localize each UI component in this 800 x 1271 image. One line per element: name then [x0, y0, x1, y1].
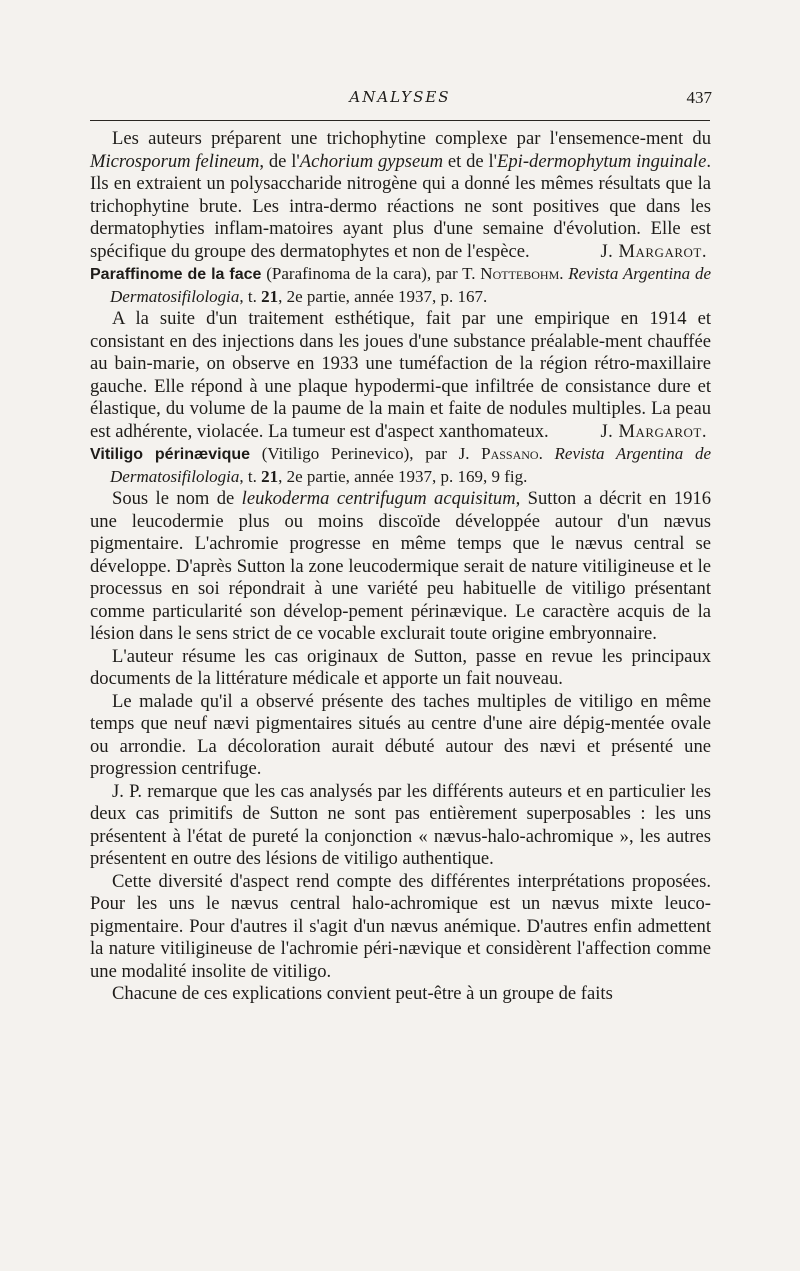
paragraph	[90, 308, 711, 443]
signature: J. Margarot.	[600, 240, 707, 262]
signature: J. Margarot.	[600, 420, 707, 442]
reference-text: , 2e partie, année 1937, p. 169, 9 fig.	[278, 467, 528, 486]
paragraph: J. P. remarque que les cas analysés par les différents auteurs et en particulier les deux cas primitifs de Sutton ne sont pas entièrement superposables : les uns présentent à l'état de pureté la conjonction « nævus-halo-achromique », les autres présentent en outre des lésions de vitiligo authentique.	[90, 780, 711, 869]
article-subtitle: (Parafinoma de la cara), par T.	[261, 264, 481, 283]
paragraph: Le malade qu'il a observé présente des taches multiples de vitiligo en même temps que neuf nævi pigmentaires situés au centre d'une aire dépig-mentée ovale ou arrondie. La décoloration aurait débuté autour des nævi et présenté une progression centrifuge.	[90, 690, 711, 779]
article-author: Nottebohm	[480, 264, 560, 283]
paragraph: L'auteur résume les cas originaux de Sutton, passe en revue les principaux documents de la littérature médicale et apporte un fait nouveau.	[90, 645, 711, 689]
volume-number: 21	[261, 287, 279, 306]
text-span: Sous le nom de	[112, 488, 242, 509]
paragraph	[90, 488, 711, 646]
page-number: 437	[686, 88, 712, 107]
text-span: , Sutton a décrit en 1916 une leucodermie plus ou moins discoïde développée autour d'un nævus pigmentaire. L'achromie progresse en même temps que le nævus central se développe. D'après Sutton la zone leucodermique serait de nature vitiligineuse et le processus en soi répondrait à une variété peu habituelle de vitiligo présentant comme particularité son dévelop-pement périnævique. Le caractère acquis de la lésion dans le sens strict de ce vocable exclurait toute origine embryonnaire.	[90, 488, 711, 644]
running-head	[0, 88, 800, 112]
article-heading: Vitiligo périnævique (Vitiligo Perinevico), par J. Passano. Revista Argentina de Dermatosifilologia, t. 21, 2e partie, année 1937, p. 169, 9 fig.	[90, 444, 711, 486]
text-span: . Ils en extraient un polysaccharide nitrogène qui a donné les mêmes résultats que la trichophytine brute. Les intra-dermo réactions ne sont positives que dans les dermatophyties inflam-matoires ayant plus d'une semaine d'évolution. Elle est spécifique du groupe des dermatophytes et non de l'espèce.	[90, 150, 711, 262]
reference-text: , t.	[239, 287, 262, 306]
journal-name: Revista Argentina de Dermatosifilologia	[110, 264, 712, 306]
species-name: Epi-dermophytum inguinale	[497, 150, 707, 172]
species-name: Microsporum felineum	[90, 150, 260, 172]
reference-text: , t.	[239, 467, 262, 486]
running-title: ANALYSES	[349, 88, 451, 106]
article-author: Passano	[481, 444, 539, 463]
paragraph	[90, 128, 711, 263]
reference-text: , 2e partie, année 1937, p. 167.	[278, 287, 488, 306]
text-span: , de l'	[259, 150, 300, 172]
term-name: leukoderma centrifugum acquisitum	[241, 488, 516, 509]
volume-number: 21	[261, 467, 279, 486]
text-span: Les auteurs préparent une trichophytine complexe par l'ensemence-ment du	[112, 128, 711, 149]
body-text	[90, 128, 711, 1006]
paragraph: Chacune de ces explications convient peut-être à un groupe de faits	[112, 983, 613, 1004]
species-name: Achorium gypseum	[299, 150, 444, 172]
text-span: et de l'	[443, 150, 498, 172]
article-heading: Paraffinome de la face (Parafinoma de la cara), par T. Nottebohm. Revista Argentina de Dermatosifilologia, t. 21, 2e partie, année 1937, p. 167.	[90, 264, 712, 306]
paragraph: Cette diversité d'aspect rend compte des différentes interprétations proposées. Pour les uns le nævus central halo-achromique est un nævus mixte leuco-pigmentaire. Pour d'autres il s'agit d'un nævus anémique. D'autres enfin admettent la nature vitiligineuse de l'achromie péri-nævique et considèrent l'affection comme une modalité insolite de vitiligo.	[90, 870, 711, 982]
text-span: A la suite d'un traitement esthétique, fait par une empirique en 1914 et consistant en des injections dans les joues d'une substance préalable-ment chauffée au bain-marie, on observe en 1933 une tuméfaction de la région rétro-maxillaire gauche. Elle répond à une plaque hypodermi-que infiltrée de consistance dure et élastique, du volume de la paume de la main et faite de nodules multiples. La peau est adhérente, violacée. La tumeur est d'aspect xanthomateux.	[90, 308, 711, 442]
article-title: Vitiligo périnævique	[90, 446, 251, 463]
journal-name: Revista Argentina de Dermatosifilologia	[110, 444, 711, 486]
article-title: Paraffinome de la face	[90, 266, 262, 283]
header-rule	[90, 120, 710, 121]
article-subtitle: (Vitiligo Perinevico), par J.	[250, 444, 482, 463]
